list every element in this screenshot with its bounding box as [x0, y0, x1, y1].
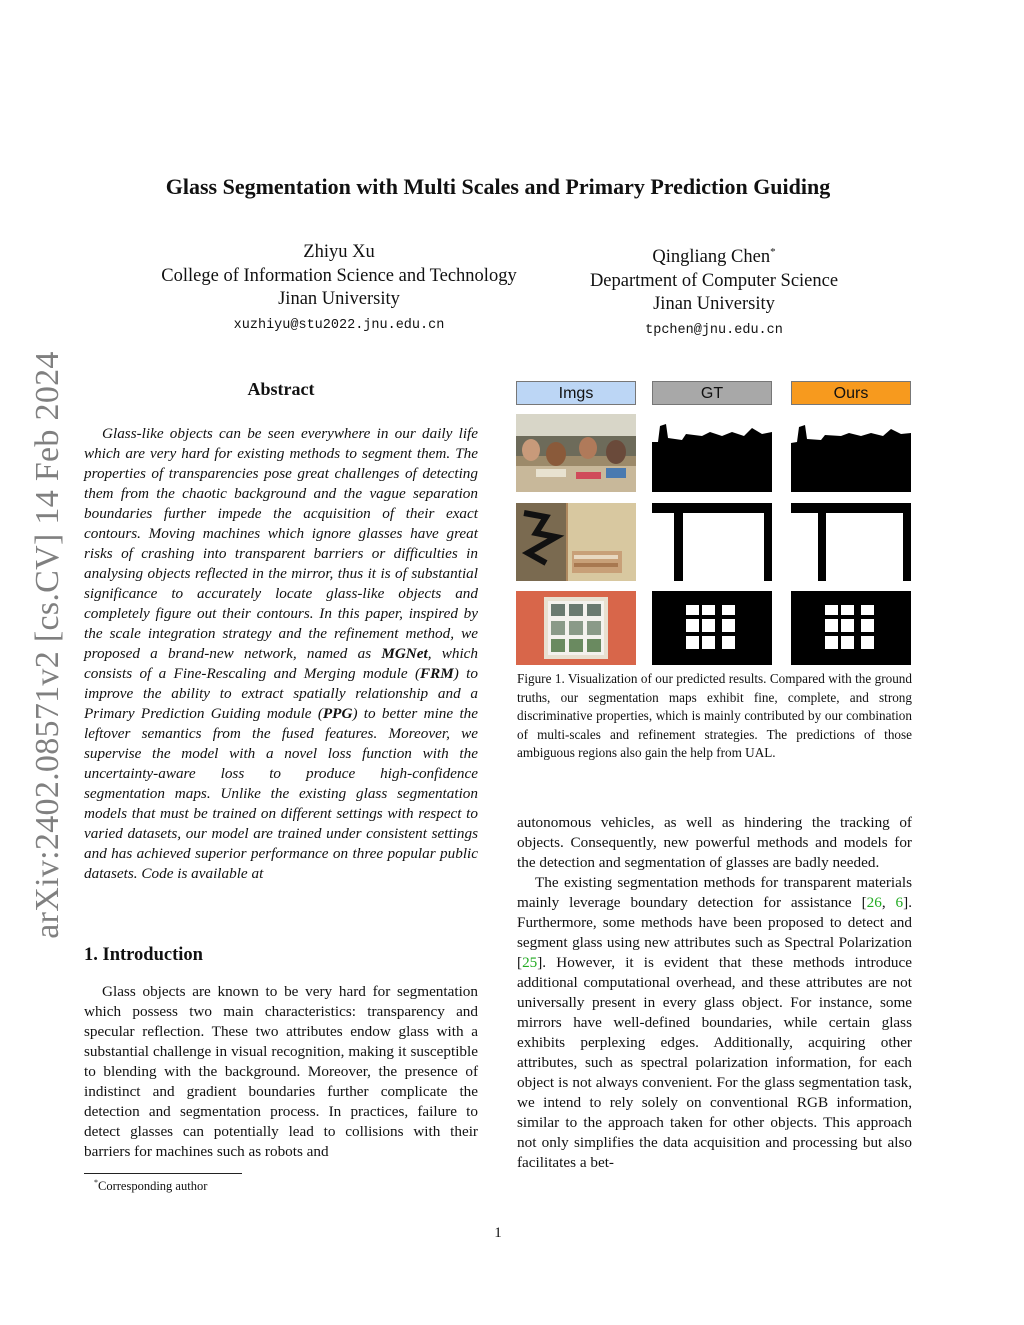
introduction-body	[84, 982, 478, 1162]
author-2-name-line	[564, 241, 864, 270]
image-window	[516, 591, 636, 665]
gt-mask-storefront	[652, 503, 772, 581]
right-text-a: The existing segmentation methods for transparent materials mainly leverage boundary detection for assistance [	[517, 874, 912, 911]
image-storefront	[516, 503, 636, 581]
image-people-table	[516, 414, 636, 492]
citation-6[interactable]: 6	[895, 894, 904, 911]
page-number: 1	[494, 1225, 502, 1241]
author-1-name: Zhiyu Xu	[303, 242, 375, 262]
footnote	[94, 1178, 207, 1194]
figure-header-ours: Ours	[791, 381, 911, 405]
abstract-text-2: , which consists of a Fine-Rescaling and Merging module (	[84, 645, 478, 682]
citation-separator: ,	[881, 894, 896, 911]
footnote-rule	[84, 1173, 242, 1174]
gt-mask-people-table	[652, 414, 772, 492]
figure-header-imgs: Imgs	[516, 381, 636, 405]
author-2-email[interactable]: tpchen@jnu.edu.cn	[645, 322, 783, 338]
citation-26[interactable]: 26	[866, 894, 882, 911]
abstract-body	[84, 424, 478, 884]
author-1-affiliation: College of Information Science and Technology	[161, 265, 517, 286]
gt-mask-window	[652, 591, 772, 665]
author-1-university: Jinan University	[278, 289, 400, 309]
author-2-affiliation: Department of Computer Science	[589, 270, 839, 291]
author-2	[564, 241, 864, 340]
right-paragraph-2	[517, 873, 912, 1173]
author-2-university: Jinan University	[653, 294, 775, 315]
pred-mask-people-table	[791, 414, 911, 492]
right-text-b: ]. Furthermore, some methods have been proposed to detect and segment glass using new attributes such as Spectral Polarization [	[517, 894, 912, 971]
introduction-body-continued	[517, 813, 912, 1173]
author-1-email[interactable]: xuzhiyu@stu2022.jnu.edu.cn	[233, 317, 445, 333]
figure-caption: Figure 1. Visualization of our predicted results. Compared with the ground truths, our segmentation maps exhibit fine, complete, and strong discriminative properties, which is mainly contributed by our combination of multi-scales and refinement strategies. The predictions of those ambiguous regions also gain the help from UAL.	[517, 671, 912, 760]
paper-title: Glass Segmentation with Multi Scales and Primary Prediction Guiding	[165, 174, 831, 199]
abstract-mgnet: MGNet	[381, 645, 428, 662]
corresponding-mark: *	[770, 246, 776, 258]
author-2-name: Qingliang Chen	[652, 247, 771, 268]
footnote-text: Corresponding author	[98, 1179, 208, 1194]
footnote-mark: *	[94, 1178, 98, 1187]
abstract-frm: FRM	[420, 665, 454, 682]
abstract-text-1: Glass-like objects can be seen everywhere in our daily life which are very hard for existing methods to segment them. The properties of transparencies pose great challenges of detecting them from the chaotic background and the vague separation boundaries further impede the acquisition of their exact contours. Moving machines which ignore glasses have great risks of crashing into transparent barriers or difficulties in analysing objects reflected in the mirror, thus it is of substantial significance to accurately locate glass-like objects and completely figure out their contours. In this paper, inspired by the scale integration strategy and the refinement method, we proposed a brand-new network, named as	[84, 425, 478, 662]
arxiv-identifier: arXiv:2402.08571v2 [cs.CV] 14 Feb 2024	[29, 351, 66, 939]
introduction-heading: 1. Introduction	[84, 945, 203, 965]
introduction-paragraph: Glass objects are known to be very hard for segmentation which possess two main characteristics: transparency and specular reflection. These two attributes endow glass with a substantial challenge in visual recognition, making it susceptible to blending with the background. Moreover, the presence of indistinct and gradient boundaries further complicate the detection and segmentation process. In practices, failure to detect glasses can potentially lead to collisions with their barriers for machines such as robots and	[84, 983, 478, 1160]
abstract-text-4: ) to better mine the leftover semantics from the fused features. Moreover, we supervise the model with a novel loss function with the uncertainty-aware loss to produce high-confidence segmentation maps. Unlike the existing glass segmentation models that must be trained on different settings with respect to varied datasets, our model are trained under consistent settings and has achieved superior performance on three popular public datasets. Code is available at	[84, 705, 478, 882]
abstract-text-3: ) to improve the ability to extract spatially relationship and a Primary Prediction Guiding module (	[84, 665, 478, 722]
citation-25[interactable]: 25	[522, 954, 538, 971]
abstract-ppg: PPG	[322, 705, 353, 722]
abstract-heading: Abstract	[247, 379, 315, 399]
pred-mask-window	[791, 591, 911, 665]
right-paragraph-1: autonomous vehicles, as well as hindering the tracking of objects. Consequently, new powerful methods and models for the detection and segmentation of glasses are badly needed.	[517, 814, 912, 871]
figure-header-gt: GT	[652, 381, 772, 405]
pred-mask-storefront	[791, 503, 911, 581]
author-1	[139, 241, 539, 335]
right-text-c: ]. However, it is evident that these methods introduce additional computational overhead, and these attributes are not universally present in every glass object. For instance, some mirrors have well-defined boundaries, while certain glass exhibits perplexing edges. Additionally, acquiring other attributes, such as spectral polarization information, for each object is not always convenient. For the glass segmentation task, we intend to rely solely on conventional RGB information, similar to the approach taken for other objects. This approach not only simplifies the data acquisition and processing but also facilitates a bet-	[517, 954, 912, 1171]
